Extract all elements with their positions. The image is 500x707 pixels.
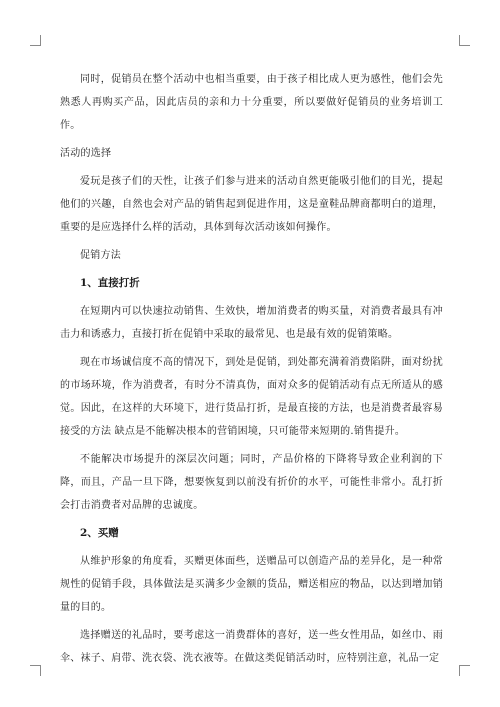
- paragraph-market-environment: 现在市场诚信度不高的情况下，到处是促销，到处都充满着消费陷阱，面对纷扰的市场环境，作为消费者，有时分不清真伪，面对众多的促销活动有点无所适从的感觉。因此，在这样的大环境下，进行货品打折，是最直接的方法，也是消费者最容易接受的方法 缺点是不能解决根本的营销困境，只可能带来短期的.销售提升。: [60, 357, 443, 437]
- paragraph-gift-benefits: 从维护形象的角度看，买赠更体面些，送赠品可以创造产品的差异化，是一种常规性的促销手段，具体做法是买满多少金额的货品，赠送相应的物品，以达到增加销量的目的。: [60, 556, 443, 613]
- paragraph-promoter-importance: 同时，促销员在整个活动中也相当重要，由于孩子相比成人更为感性，他们会先熟悉人再购买产品，因此店员的亲和力十分重要，所以要做好促销员的业务培训工作。: [60, 74, 443, 131]
- section-title-promotion-methods: 促销方法: [80, 250, 121, 261]
- crop-mark-bottom-right: [459, 665, 470, 676]
- document-body: [60, 68, 443, 675]
- paragraph-discount-benefits: 在短期内可以快速拉动销售、生效快，增加消费者的购买量，对消费者最具有冲击力和诱惑力，直接打折在促销中采取的最常见、也是最有效的促销策略。: [60, 306, 443, 340]
- paragraph-activity-choice: 爱玩是孩子们的天性，让孩子们参与进来的活动自然更能吸引他们的目光，提起他们的兴趣，自然也会对产品的销售起到促进作用，这是童鞋品牌商都明白的道理，重要的是应选择什么样的活动，具体到每次活动该如何操作。: [60, 176, 443, 233]
- heading-direct-discount: 1、直接打折: [80, 277, 140, 289]
- crop-mark-top-right: [459, 35, 470, 46]
- crop-mark-top-left: [30, 35, 41, 46]
- crop-mark-bottom-left: [30, 665, 41, 676]
- heading-gift-with-purchase: 2、买赠: [80, 527, 119, 539]
- paragraph-gift-selection: 选择赠送的礼品时，要考虑这一消费群体的喜好，送一些女性用品，如丝巾、雨伞、袜子、肩带、洗衣袋、洗衣液等。在做这类促销活动时，应特别注意，礼品一定: [60, 630, 443, 664]
- paragraph-discount-drawbacks: 不能解决市场提升的深层次问题；同时，产品价格的下降将导致企业利润的下降，而且，产品一旦下降，想要恢复到以前没有折价的水平，可能性非常小。乱打折会打击消费者对品牌的忠诚度。: [60, 454, 443, 511]
- section-title-activity-choice: 活动的选择: [60, 148, 112, 159]
